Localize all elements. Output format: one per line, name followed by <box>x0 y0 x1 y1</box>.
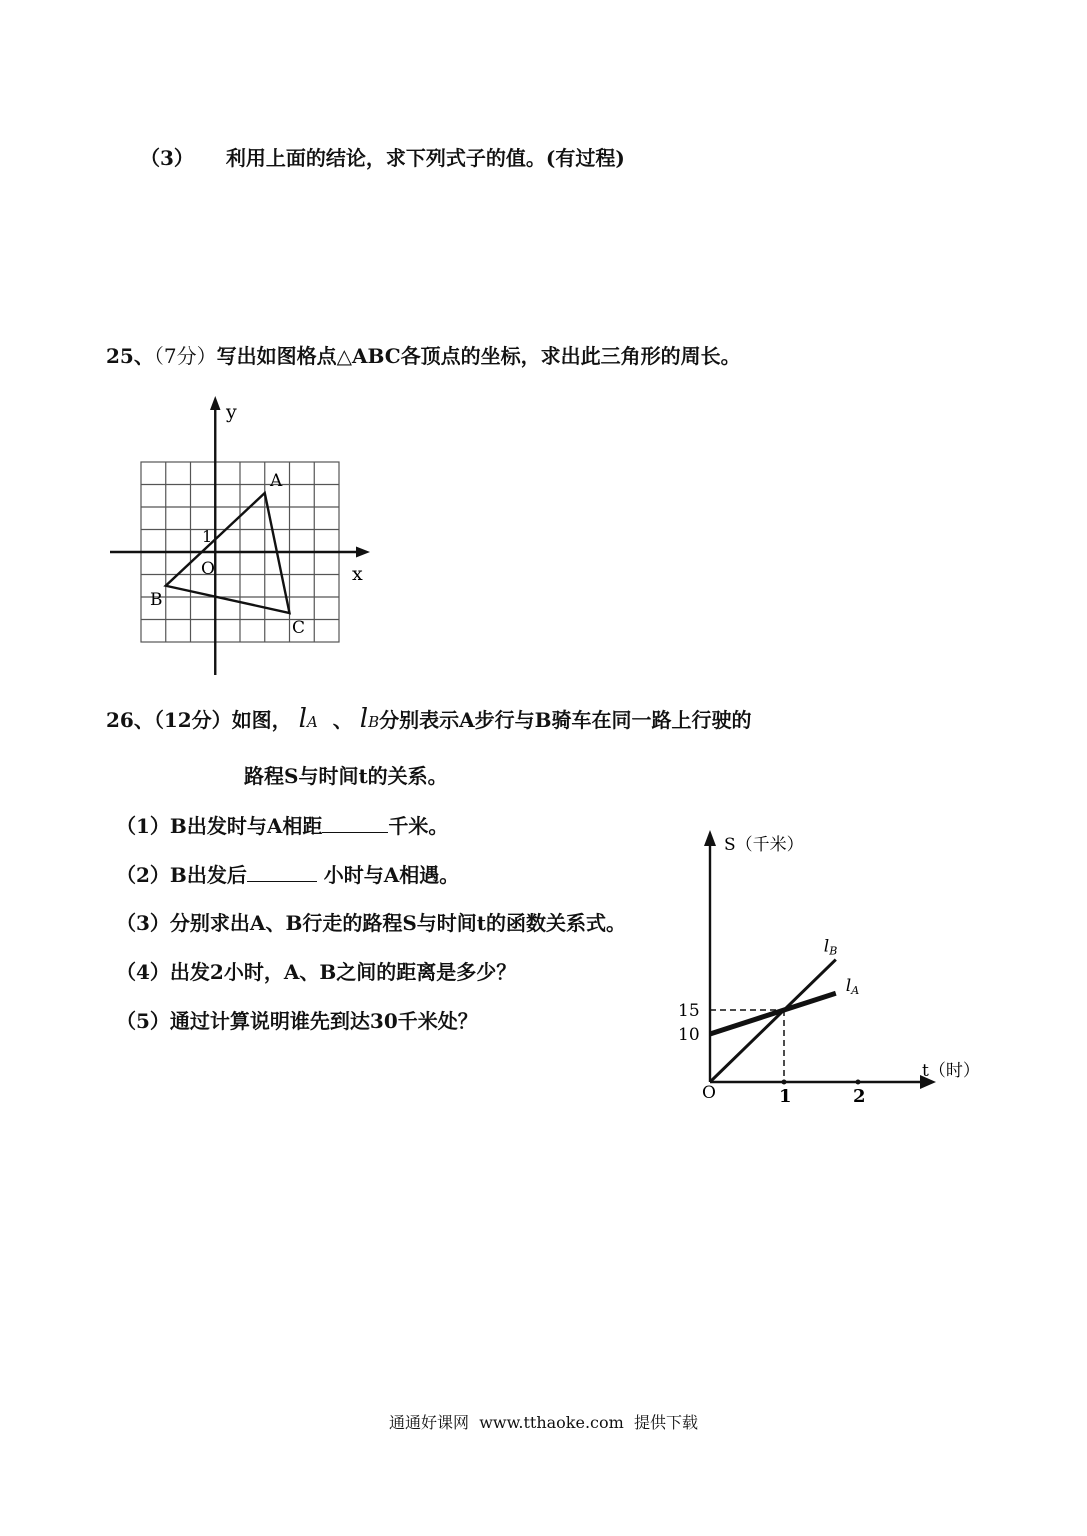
q26-line-b-symbol: l <box>359 704 369 734</box>
q25-text: 写出如图格点△ABC各顶点的坐标，求出此三角形的周长。 <box>216 344 741 368</box>
q26-line-b-sub: B <box>368 713 380 731</box>
q26-sub-2-blank[interactable] <box>247 861 317 882</box>
q26-sub-4-text: 出发2小时，A、B之间的距离是多少？ <box>169 960 517 984</box>
q26-sub-4-label: （4） <box>116 960 170 984</box>
q24-part3-label: （3） <box>140 146 194 170</box>
footer-url[interactable]: www.tthaoke.com <box>479 1413 624 1432</box>
q26-sub-1-label: （1） <box>116 814 170 838</box>
x-tick-dot-1 <box>782 1080 787 1085</box>
q26-sub-1-blank[interactable] <box>322 812 388 833</box>
q26-sub-1-after: 千米。 <box>388 814 449 838</box>
origin-label: O <box>201 559 215 579</box>
q26-line-a-symbol: l <box>298 704 307 734</box>
series-label-l_B: lB <box>823 936 838 958</box>
q26-separator: 、 <box>332 708 353 732</box>
q26-sub-5 <box>116 1005 478 1034</box>
t-axis-label: t（时） <box>922 1061 980 1081</box>
q24-part3 <box>140 142 625 171</box>
x-axis-arrow <box>356 547 370 558</box>
q26-sub-2-after: 小时与A相遇。 <box>316 863 460 887</box>
q26-st-chart <box>660 820 1000 1120</box>
x-tick-dot-2 <box>856 1080 861 1085</box>
q26-sub-3 <box>116 907 626 936</box>
series-line-l_B <box>710 960 836 1082</box>
q26-heading <box>106 704 752 734</box>
q26-sub-5-label: （5） <box>116 1009 170 1033</box>
point-c-label: C <box>292 618 306 638</box>
q26-intro-suffix: 分别表示A步行与B骑车在同一路上行驶的 <box>379 708 752 732</box>
y-tick-label-10: 10 <box>678 1025 700 1045</box>
q26-sub-4 <box>116 956 516 985</box>
q26-sub-2 <box>116 859 459 888</box>
q26-points: （12分） <box>153 708 232 732</box>
y-axis-arrow <box>210 396 221 410</box>
q26-line-a-sub: A <box>306 713 318 731</box>
q25-points: （7分） <box>153 344 217 368</box>
q26-sub-3-text: 分别求出A、B行走的路程S与时间t的函数关系式。 <box>169 911 627 935</box>
x-tick-label-1: 1 <box>779 1086 792 1107</box>
footer-suffix: 提供下载 <box>633 1413 698 1432</box>
q26-sub-1 <box>116 810 448 839</box>
q24-part3-text: 利用上面的结论，求下列式子的值。(有过程) <box>225 146 625 170</box>
footer-site-name: 通通好课网 <box>389 1413 470 1432</box>
q26-sub-2-before: B出发后 <box>169 863 247 887</box>
series-line-l_A <box>710 993 836 1034</box>
point-b-label: B <box>150 590 163 610</box>
point-a-label: A <box>270 471 283 491</box>
y-tick-label-15: 15 <box>678 1001 700 1021</box>
q26-sub-2-label: （2） <box>116 863 170 887</box>
y-axis-label: y <box>226 401 237 423</box>
q26-sub-5-text: 通过计算说明谁先到达30千米处？ <box>169 1009 478 1033</box>
s-axis-label: S（千米） <box>724 835 804 855</box>
x-axis-label: x <box>352 563 363 585</box>
q26-sub-1-before: B出发时与A相距 <box>169 814 323 838</box>
q26-number: 26、 <box>106 708 154 732</box>
q25-heading <box>106 340 741 369</box>
s-axis-arrow <box>704 830 716 846</box>
origin-label: O <box>702 1083 716 1103</box>
q26-intro-prefix: 如图， <box>231 708 292 732</box>
footer <box>0 1410 1087 1433</box>
x-tick-label-2: 2 <box>853 1086 866 1107</box>
q26-intro-line2: 路程S与时间t的关系。 <box>244 764 448 788</box>
q25-number: 25、 <box>106 344 154 368</box>
series-label-l_A: lA <box>845 976 860 998</box>
q26-sub-3-label: （3） <box>116 911 170 935</box>
unit-label: 1 <box>202 527 213 546</box>
q25-grid-figure <box>100 390 390 690</box>
